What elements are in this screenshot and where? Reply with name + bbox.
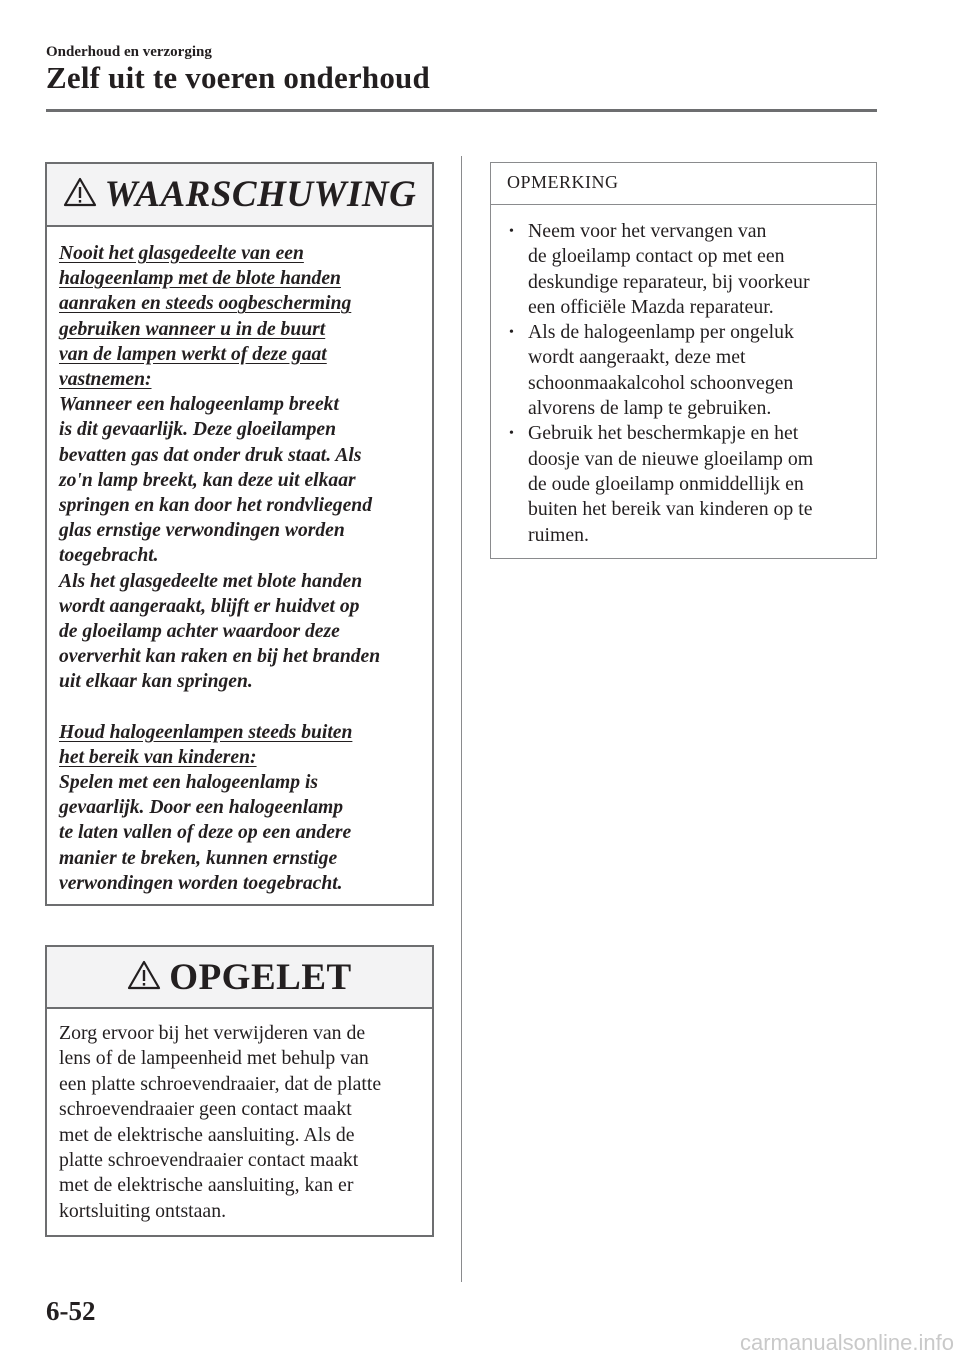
- caution-text-line: met de elektrische aansluiting, kan er: [59, 1174, 354, 1197]
- warning-text-line: zo'n lamp breekt, kan deze uit elkaar: [59, 469, 356, 491]
- warning-subheading-line: aanraken en steeds oogbescherming: [59, 293, 352, 315]
- note-text-line: Als de halogeenlamp per ongeluk: [528, 321, 794, 344]
- caution-text-line: een platte schroevendraaier, dat de platte: [59, 1072, 382, 1095]
- warning-header: [47, 164, 432, 227]
- warning-text-line: springen en kan door het rondvliegend: [59, 495, 372, 517]
- warning-text-line: wordt aangeraakt, blijft er huidvet op: [59, 595, 360, 617]
- caution-box: [45, 945, 434, 1237]
- caution-text-line: Zorg ervoor bij het verwijderen van de: [59, 1022, 366, 1044]
- warning-text-line: Spelen met een halogeenlamp is: [59, 772, 319, 794]
- warning-subheading-line: halogeenlamp met de blote handen: [59, 268, 341, 290]
- warning-heading: WAARSCHUWING: [104, 174, 417, 215]
- warning-triangle-icon: [63, 177, 97, 212]
- caution-body: [47, 1009, 432, 1224]
- warning-text-line: uit elkaar kan springen.: [59, 671, 253, 693]
- warning-text-line: glas ernstige verwondingen worden: [59, 520, 345, 542]
- note-box: [490, 162, 877, 559]
- caution-text-line: lens of de lampeenheid met behulp van: [59, 1047, 369, 1070]
- caution-text-line: schroevendraaier geen contact maakt: [59, 1098, 352, 1121]
- caution-header: [47, 947, 432, 1009]
- warning-text-line: Wanneer een halogeenlamp breekt: [59, 394, 339, 416]
- note-text-line: deskundige reparateur, bij voorkeur: [528, 270, 810, 293]
- header-rule: [46, 109, 877, 112]
- note-text-line: Gebruik het beschermkapje en het: [528, 422, 799, 445]
- warning-subheading-line: Nooit het glasgedeelte van een: [59, 243, 304, 264]
- note-text-line: doosje van de nieuwe gloeilamp om: [528, 447, 814, 470]
- warning-subheading-line: van de lampen werkt of deze gaat: [59, 343, 327, 365]
- note-text-line: buiten het bereik van kinderen op te: [528, 498, 813, 521]
- note-text-line: de gloeilamp contact op met een: [528, 245, 785, 268]
- warning-text-line: te laten vallen of deze op een andere: [59, 822, 352, 844]
- note-text-line: een officiële Mazda reparateur.: [528, 295, 774, 318]
- warning-box: [45, 162, 434, 906]
- caution-text-line: kortsluiting ontstaan.: [59, 1199, 227, 1222]
- bullet-icon: •: [509, 426, 514, 442]
- warning-subheading-line: Houd halogeenlampen steeds buiten: [59, 721, 353, 743]
- column-divider: [461, 156, 462, 1282]
- note-list-item: [505, 320, 866, 421]
- note-text-line: ruimen.: [528, 523, 589, 546]
- note-text-line: wordt aangeraakt, deze met: [528, 346, 746, 369]
- warning-subheading-line: vastnemen:: [59, 369, 152, 391]
- watermark: carmanualsonline.info: [739, 1330, 954, 1355]
- page-title: Zelf uit te voeren onderhoud: [46, 60, 430, 95]
- warning-text-line: gevaarlijk. Door een halogeenlamp: [59, 797, 344, 819]
- note-list-item: [505, 421, 866, 547]
- warning-text-line: verwondingen worden toegebracht.: [59, 872, 343, 894]
- caution-heading: OPGELET: [169, 956, 352, 998]
- warning-triangle-icon: [127, 960, 161, 995]
- warning-subheading-line: gebruiken wanneer u in de buurt: [59, 318, 326, 340]
- warning-text-line: de gloeilamp achter waardoor deze: [59, 621, 340, 643]
- note-text-line: schoonmaakalcohol schoonvegen: [528, 371, 794, 394]
- note-text-line: de oude gloeilamp onmiddellijk en: [528, 472, 804, 495]
- note-text-line: Neem voor het vervangen van: [528, 220, 767, 242]
- caution-text-line: platte schroevendraaier contact maakt: [59, 1149, 359, 1172]
- warning-text-line: toegebracht.: [59, 545, 159, 567]
- warning-text-line: bevatten gas dat onder druk staat. Als: [59, 444, 362, 466]
- warning-text-line: Als het glasgedeelte met blote handen: [59, 570, 363, 592]
- page-number: 6-52: [46, 1296, 96, 1326]
- bullet-icon: •: [509, 325, 514, 341]
- note-text-line: alvorens de lamp te gebruiken.: [528, 397, 772, 420]
- note-list: [491, 205, 876, 548]
- paragraph-spacer: [59, 695, 422, 720]
- warning-text-line: is dit gevaarlijk. Deze gloeilampen: [59, 419, 337, 441]
- caution-text-line: met de elektrische aansluiting. Als de: [59, 1123, 355, 1146]
- bullet-icon: •: [509, 224, 514, 239]
- warning-body: [47, 227, 432, 896]
- note-list-item: [505, 219, 866, 320]
- warning-text-line: oververhit kan raken en bij het branden: [59, 646, 381, 668]
- warning-subheading-line: het bereik van kinderen:: [59, 746, 257, 768]
- note-heading: OPMERKING: [491, 163, 876, 205]
- warning-text-line: manier te breken, kunnen ernstige: [59, 847, 338, 869]
- section-label: Onderhoud en verzorging: [46, 44, 212, 60]
